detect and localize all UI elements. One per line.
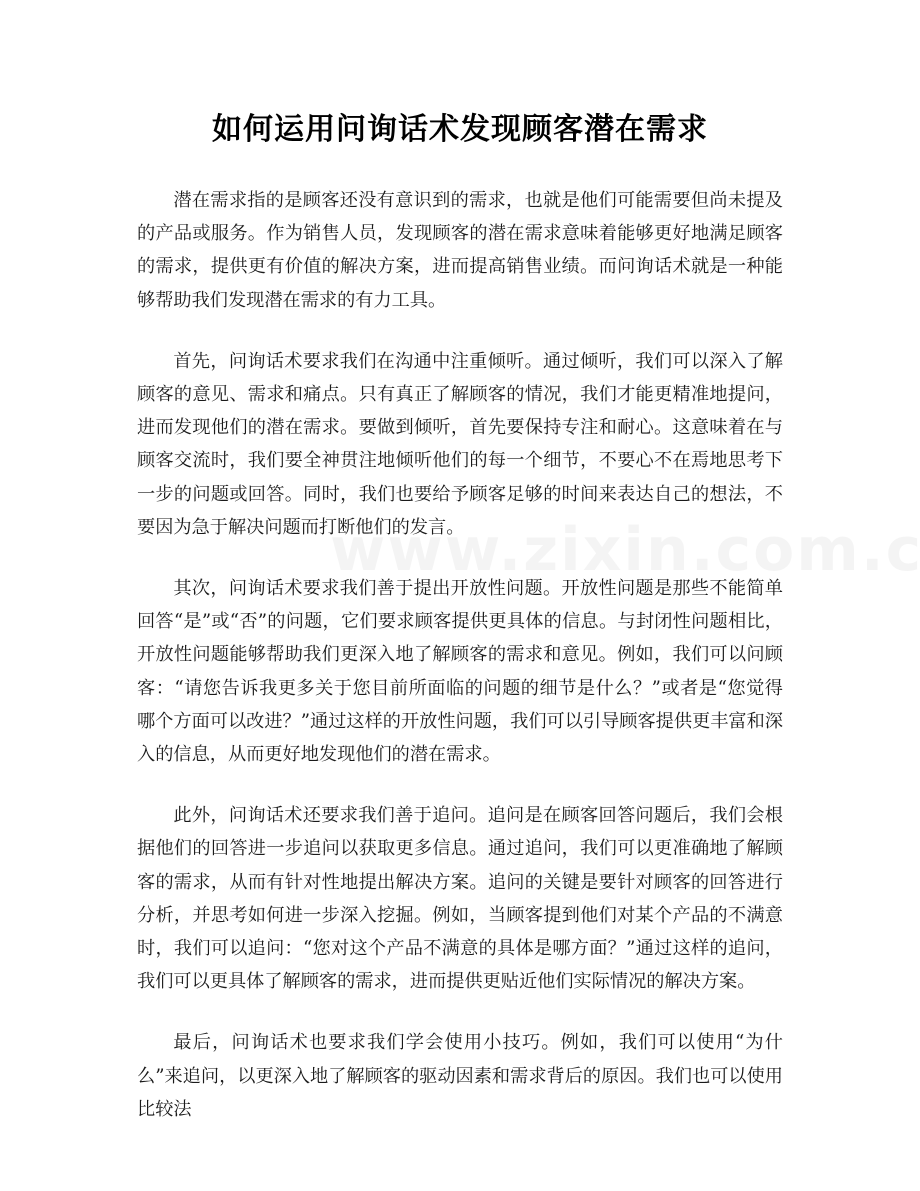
paragraph: 其次，问询话术要求我们善于提出开放性问题。开放性问题是那些不能简单回答“是”或“否”的问题，它们要求顾客提供更具体的信息。与封闭性问题相比，开放性问题能够帮助我们更深入地了解顾客的需求和意见。例如，我们可以问顾客：“请您告诉我更多关于您目前所面临的问题的细节是什么？”或者是“您觉得哪个方面可以改进？”通过这样的开放性问题，我们可以引导顾客提供更丰富和深入的信息，从而更好地发现他们的潜在需求。 [137, 578, 783, 766]
document-title: 如何运用问询话术发现顾客潜在需求 [212, 112, 708, 147]
paragraph: 潜在需求指的是顾客还没有意识到的需求，也就是他们可能需要但尚未提及的产品或服务。作为销售人员，发现顾客的潜在需求意味着能够更好地满足顾客的需求，提供更有价值的解决方案，进而提高销售业绩。而问询话术就是一种能够帮助我们发现潜在需求的有力工具。 [137, 190, 783, 311]
paragraph: 此外，问询话术还要求我们善于追问。追问是在顾客回答问题后，我们会根据他们的回答进一步追问以获取更多信息。通过追问，我们可以更准确地了解顾客的需求，从而有针对性地提出解决方案。追问的关键是要针对顾客的回答进行分析，并思考如何进一步深入挖掘。例如，当顾客提到他们对某个产品的不满意时，我们可以追问：“您对这个产品不满意的具体是哪方面？”通过这样的追问，我们可以更具体了解顾客的需求，进而提供更贴近他们实际情况的解决方案。 [137, 805, 783, 993]
document-body [137, 184, 783, 1154]
paragraph: 首先，问询话术要求我们在沟通中注重倾听。通过倾听，我们可以深入了解顾客的意见、需求和痛点。只有真正了解顾客的情况，我们才能更精准地提问，进而发现他们的潜在需求。要做到倾听，首先要保持专注和耐心。这意味着在与顾客交流时，我们要全神贯注地倾听他们的每一个细节，不要心不在焉地思考下一步的问题或回答。同时，我们也要给予顾客足够的时间来表达自己的想法，不要因为急于解决问题而打断他们的发言。 [137, 350, 783, 538]
paragraph: 最后，问询话术也要求我们学会使用小技巧。例如，我们可以使用“为什么”来追问，以更深入地了解顾客的驱动因素和需求背后的原因。我们也可以使用比较法 [137, 1032, 783, 1120]
